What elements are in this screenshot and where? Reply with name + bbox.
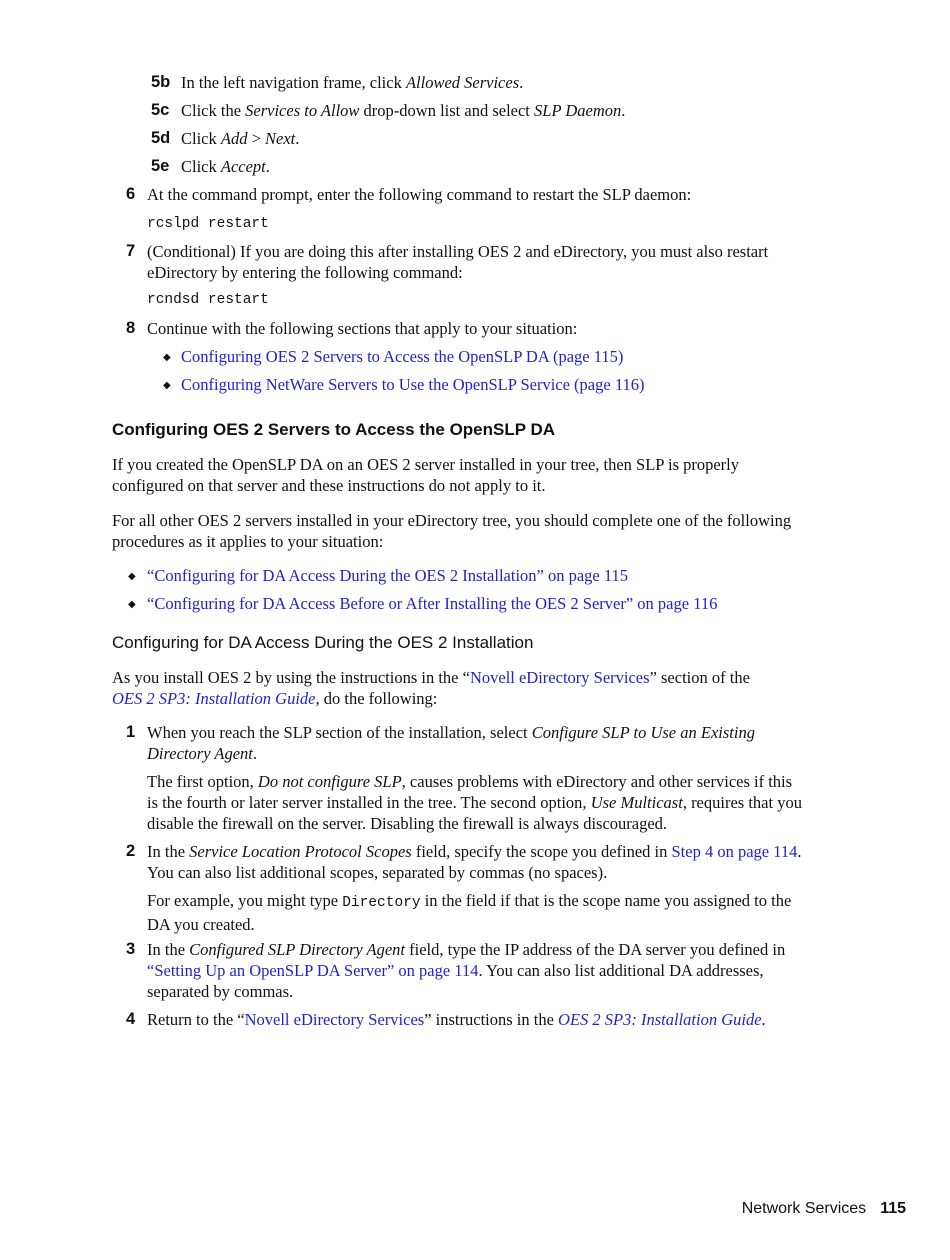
step-text: At the command prompt, enter the following command to restart the SLP daemon: [147,185,692,204]
section-heading: Configuring OES 2 Servers to Access the OpenSLP DA [112,420,556,439]
page-number: 115 [880,1200,906,1217]
link-novell-edirectory-services[interactable]: Novell eDirectory Services [244,1010,425,1029]
step-number: 2 [126,842,136,860]
substep-text: Click the Services to Allow drop-down list and select SLP Daemon. [181,101,626,120]
step-number: 4 [126,1010,136,1028]
substep-text: Click Accept. [181,157,270,176]
intro-text: , do the following: [315,689,438,708]
link-da-access-during-install[interactable]: “Configuring for DA Access During the OES 2 Installation” on page 115 [147,566,629,585]
link-step-4[interactable]: Step 4 on page 114 [671,842,798,861]
bullet-icon: ◆ [128,571,136,582]
step-number: 6 [126,185,136,203]
section-paragraph: For all other OES 2 servers installed in your eDirectory tree, you should complete one of the following procedures as it applies to your situation: [112,511,792,551]
section-paragraph: If you created the OpenSLP DA on an OES 2 server installed in your tree, then SLP is properly configured on that server and these instructions do not apply to it. [112,455,740,495]
footer-section: Network Services [741,1200,867,1217]
step-number: 7 [126,242,136,260]
substep-number: 5e [151,157,170,175]
bullet-icon: ◆ [163,380,171,391]
link-setting-up-openslp-da-server[interactable]: “Setting Up an OpenSLP DA Server” on page 114 [147,961,479,980]
substep-number: 5c [151,101,170,119]
step-text: (Conditional) If you are doing this after installing OES 2 and eDirectory, you must also restart eDirectory by entering the following command: [147,242,769,282]
bullet-icon: ◆ [128,599,136,610]
intro-text: ” section of the [649,668,750,687]
step-number: 3 [126,940,136,958]
step-note: For example, you might type Directory in the field if that is the scope name you assigned to the DA you created. [147,891,792,934]
step-note: The first option, Do not configure SLP, causes problems with eDirectory and other services if this is the fourth or later server installed in the tree. The second option, Use Multicast, requires that you disable the firewall on the server. Disabling the firewall is always discouraged. [147,772,802,833]
link-da-access-before-after[interactable]: “Configuring for DA Access Before or After Installing the OES 2 Server” on page 116 [147,594,718,613]
link-configuring-netware-servers[interactable]: Configuring NetWare Servers to Use the OpenSLP Service (page 116) [181,375,645,394]
step-number: 1 [126,723,136,741]
step-text: In the Service Location Protocol Scopes field, specify the scope you defined in Step 4 on page 114. You can also list additional scopes, separated by commas (no spaces). [147,842,802,882]
substep-number: 5d [151,129,171,147]
link-installation-guide[interactable]: OES 2 SP3: Installation Guide [558,1010,762,1029]
link-installation-guide[interactable]: OES 2 SP3: Installation Guide [112,689,316,708]
step-text: Continue with the following sections that apply to your situation: [147,319,578,338]
link-configuring-oes2-servers[interactable]: Configuring OES 2 Servers to Access the OpenSLP DA (page 115) [181,347,624,366]
subsection-heading: Configuring for DA Access During the OES 2 Installation [112,633,534,652]
bullet-icon: ◆ [163,352,171,363]
command-code: rcndsd restart [147,292,269,308]
command-code: rcslpd restart [147,216,269,232]
page-footer [742,1198,906,1219]
step-text: Return to the “Novell eDirectory Services” instructions in the OES 2 SP3: Installation Guide. [147,1010,766,1029]
step-text: When you reach the SLP section of the installation, select Configure SLP to Use an Existing Directory Agent. [147,723,755,763]
substep-text: Click Add > Next. [181,129,300,148]
step-number: 8 [126,319,136,337]
step-text: In the Configured SLP Directory Agent field, type the IP address of the DA server you defined in “Setting Up an OpenSLP DA Server” on page 114. You can also list additional DA addresses, separated by commas. [147,940,786,1001]
subsection-intro [112,667,802,709]
intro-text: As you install OES 2 by using the instructions in the “ [112,668,470,687]
link-novell-edirectory-services[interactable]: Novell eDirectory Services [469,668,650,687]
substep-number: 5b [151,73,171,91]
substep-text: In the left navigation frame, click Allowed Services. [181,73,524,92]
